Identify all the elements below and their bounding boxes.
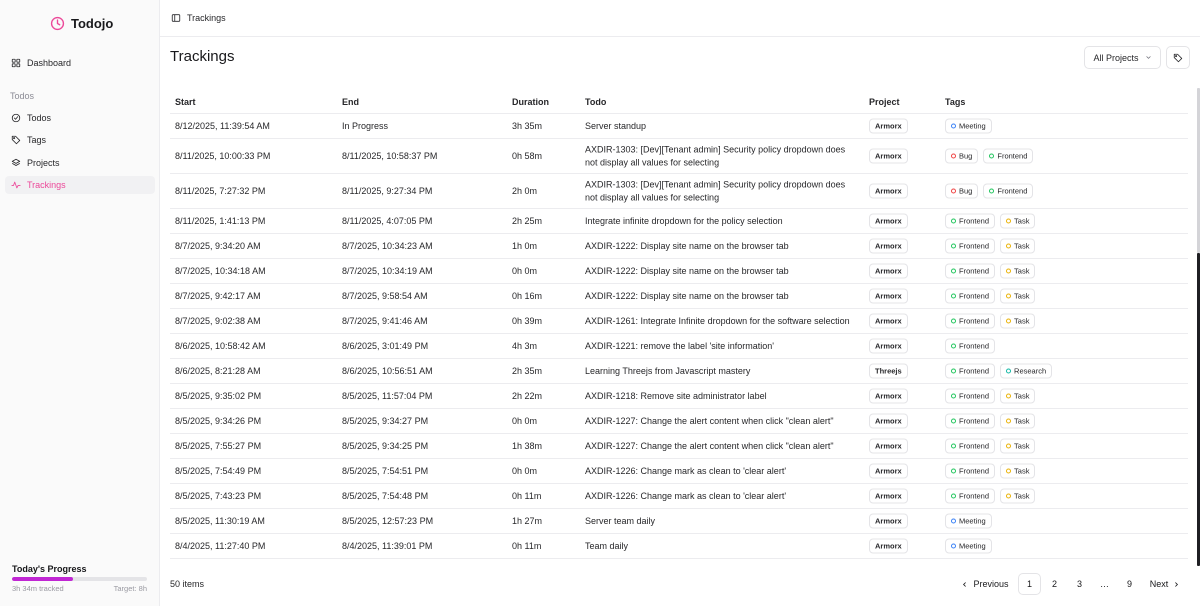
cell-tags — [945, 264, 1035, 279]
cell-end: 8/5/2025, 7:54:51 PM — [342, 466, 429, 476]
cell-todo[interactable]: Integrate infinite dropdown for the policy selection — [585, 215, 783, 226]
cell-duration: 1h 0m — [512, 241, 538, 251]
tag-label: Frontend — [997, 151, 1028, 161]
page-button-1[interactable]: 1 — [1018, 573, 1041, 595]
cell-todo[interactable]: AXDIR-1218: Remove site administrator label — [585, 390, 767, 401]
project-badge: Armorx — [869, 239, 908, 254]
cell-tags — [945, 464, 1035, 479]
cell-start: 8/7/2025, 9:34:20 AM — [175, 241, 261, 251]
items-count: 50 items — [170, 579, 205, 589]
cell-start: 8/5/2025, 7:54:49 PM — [175, 466, 262, 476]
cell-start: 8/7/2025, 9:02:38 AM — [175, 316, 261, 326]
tag-badge — [1000, 414, 1035, 429]
tag-color-icon — [951, 219, 956, 224]
cell-tags — [945, 149, 1033, 164]
cell-tags — [945, 184, 1033, 199]
cell-tags — [945, 214, 1035, 229]
brand[interactable] — [50, 16, 113, 31]
cell-todo[interactable]: AXDIR-1303: [Dev][Tenant admin] Security policy dropdown does not display all values for selecting — [585, 179, 846, 202]
cell-duration: 2h 25m — [512, 216, 543, 226]
tag-label: Task — [1014, 316, 1030, 326]
cell-end: 8/5/2025, 9:34:25 PM — [342, 441, 429, 451]
sidebar-item-label: Tags — [27, 135, 47, 145]
cell-tags — [945, 439, 1035, 454]
tag-badge — [1000, 314, 1035, 329]
table-row[interactable] — [170, 534, 1188, 559]
project-badge: Armorx — [869, 184, 908, 199]
cell-todo[interactable]: AXDIR-1221: remove the label 'site information' — [585, 340, 775, 351]
page-button-3[interactable]: 3 — [1076, 579, 1082, 589]
cell-duration: 3h 35m — [512, 121, 543, 131]
cell-tags — [945, 339, 995, 354]
sidebar-toggle-icon[interactable] — [171, 13, 181, 23]
tag-badge — [945, 264, 995, 279]
table-row[interactable] — [170, 234, 1188, 259]
tag-color-icon — [951, 189, 956, 194]
tag-color-icon — [951, 154, 956, 159]
tag-badge — [945, 539, 992, 554]
cell-end: In Progress — [342, 121, 389, 131]
project-badge: Armorx — [869, 119, 908, 134]
tag-badge — [945, 439, 995, 454]
table-row[interactable] — [170, 509, 1188, 534]
tag-color-icon — [951, 419, 956, 424]
cell-todo[interactable]: AXDIR-1227: Change the alert content when click "clean alert" — [585, 440, 834, 451]
cell-start: 8/7/2025, 9:42:17 AM — [175, 291, 261, 301]
cell-todo[interactable]: AXDIR-1226: Change mark as clean to 'clear alert' — [585, 490, 787, 501]
table-row[interactable] — [170, 259, 1188, 284]
table-body — [170, 114, 1188, 559]
tag-badge — [945, 514, 992, 529]
project-badge: Armorx — [869, 149, 908, 164]
next-page-button[interactable] — [1144, 573, 1186, 595]
tag-label: Task — [1014, 416, 1030, 426]
project-badge: Armorx — [869, 514, 908, 529]
project-filter-value: All Projects — [1093, 52, 1139, 63]
cell-todo[interactable]: Server team daily — [585, 515, 656, 526]
cell-duration: 0h 16m — [512, 291, 543, 301]
app-name: Todojo — [71, 16, 114, 31]
table-row[interactable] — [170, 434, 1188, 459]
tag-badge — [1000, 214, 1035, 229]
table-row[interactable] — [170, 384, 1188, 409]
table-header — [170, 88, 1188, 114]
cell-todo[interactable]: Server standup — [585, 120, 647, 131]
clock-logo-icon — [50, 16, 65, 31]
table-row[interactable] — [170, 139, 1188, 174]
tag-color-icon — [1006, 294, 1011, 299]
tag-badge — [1000, 239, 1035, 254]
cell-end: 8/11/2025, 10:58:37 PM — [342, 151, 438, 161]
tag-badge — [945, 119, 992, 134]
cell-start: 8/5/2025, 11:30:19 AM — [175, 516, 265, 526]
tag-color-icon — [1006, 219, 1011, 224]
tag-color-icon — [951, 444, 956, 449]
progress-track — [12, 577, 147, 581]
cell-end: 8/7/2025, 10:34:19 AM — [342, 266, 433, 276]
cell-start: 8/5/2025, 7:43:23 PM — [175, 491, 262, 501]
tag-label: Task — [1014, 491, 1030, 501]
tag-badge — [945, 214, 995, 229]
tag-color-icon — [951, 269, 956, 274]
table-row[interactable] — [170, 484, 1188, 509]
next-label: Next — [1149, 579, 1169, 589]
tag-label: Frontend — [959, 466, 990, 476]
table-row[interactable] — [170, 409, 1188, 434]
cell-end: 8/5/2025, 12:57:23 PM — [342, 516, 434, 526]
cell-end: 8/7/2025, 9:41:46 AM — [342, 316, 428, 326]
tag-badge — [983, 149, 1033, 164]
table-row[interactable] — [170, 114, 1188, 139]
cell-tags — [945, 364, 1052, 379]
sidebar-item-label: Todos — [27, 113, 52, 123]
sidebar-item-trackings[interactable] — [5, 176, 155, 194]
tag-color-icon — [951, 124, 956, 129]
tag-color-icon — [951, 344, 956, 349]
tag-badge — [945, 489, 995, 504]
page-ellipsis: … — [1100, 579, 1109, 589]
cell-todo[interactable]: AXDIR-1303: [Dev][Tenant admin] Security policy dropdown does not display all values for selecting — [585, 144, 846, 167]
cell-tags — [945, 414, 1035, 429]
tag-badge — [945, 389, 995, 404]
tag-filter-button[interactable] — [1166, 46, 1190, 69]
tag-icon — [11, 135, 21, 145]
cell-tags — [945, 314, 1035, 329]
tag-label: Task — [1014, 266, 1030, 276]
table-row[interactable] — [170, 284, 1188, 309]
table-row[interactable] — [170, 334, 1188, 359]
sidebar-item-todos[interactable] — [5, 109, 155, 127]
tag-color-icon — [951, 319, 956, 324]
sidebar-group-label: Todos — [10, 91, 35, 101]
tag-label: Bug — [959, 186, 973, 196]
project-badge: Armorx — [869, 314, 908, 329]
cell-todo[interactable]: AXDIR-1261: Integrate Infinite dropdown for the software selection — [585, 315, 850, 326]
cell-duration: 2h 22m — [512, 391, 543, 401]
trackings-table — [170, 88, 1188, 566]
cell-end: 8/5/2025, 9:34:27 PM — [342, 416, 429, 426]
tag-badge — [945, 289, 995, 304]
tag-label: Research — [1014, 366, 1047, 376]
tag-color-icon — [951, 519, 956, 524]
cell-start: 8/5/2025, 7:55:27 PM — [175, 441, 262, 451]
tag-label: Frontend — [959, 266, 990, 276]
table-row[interactable] — [170, 359, 1188, 384]
cell-start: 8/5/2025, 9:34:26 PM — [175, 416, 262, 426]
activity-icon — [11, 180, 21, 190]
tag-badge — [945, 339, 995, 354]
cell-duration: 1h 38m — [512, 441, 543, 451]
tag-label: Task — [1014, 466, 1030, 476]
cell-duration: 0h 11m — [512, 541, 542, 551]
sidebar-item-label: Projects — [27, 158, 60, 168]
project-badge: Armorx — [869, 539, 908, 554]
project-badge: Armorx — [869, 214, 908, 229]
tag-label: Frontend — [959, 441, 990, 451]
cell-start: 8/7/2025, 10:34:18 AM — [175, 266, 266, 276]
tag-color-icon — [1006, 319, 1011, 324]
tag-badge — [1000, 389, 1035, 404]
tag-badge — [1000, 464, 1035, 479]
tag-color-icon — [1006, 269, 1011, 274]
cell-duration: 4h 3m — [512, 341, 538, 351]
progress-fill — [12, 577, 73, 581]
project-badge: Armorx — [869, 414, 908, 429]
tag-color-icon — [951, 244, 956, 249]
tag-label: Task — [1014, 441, 1030, 451]
sidebar-item-label: Trackings — [27, 180, 66, 190]
tag-label: Frontend — [959, 416, 990, 426]
tag-label: Frontend — [959, 216, 990, 226]
tag-label: Meeting — [959, 121, 986, 131]
chevron-down-icon — [1145, 54, 1152, 61]
tag-color-icon — [1006, 494, 1011, 499]
cell-tags — [945, 489, 1035, 504]
tag-badge — [1000, 289, 1035, 304]
progress-target: Target: 8h — [113, 584, 147, 593]
cell-todo[interactable]: Learning Threejs from Javascript mastery — [585, 365, 751, 376]
tag-label: Task — [1014, 391, 1030, 401]
tag-badge — [945, 464, 995, 479]
tag-color-icon — [1006, 444, 1011, 449]
tag-label: Task — [1014, 241, 1030, 251]
project-badge: Armorx — [869, 289, 908, 304]
dashboard-icon — [11, 58, 21, 68]
tag-badge — [945, 239, 995, 254]
tag-color-icon — [1006, 419, 1011, 424]
cell-tags — [945, 539, 992, 554]
tag-label: Frontend — [959, 291, 990, 301]
cell-tags — [945, 119, 992, 134]
cell-start: 8/11/2025, 1:41:13 PM — [175, 216, 266, 226]
cell-todo[interactable]: Team daily — [585, 540, 629, 551]
cell-duration: 0h 39m — [512, 316, 543, 326]
cell-start: 8/5/2025, 9:35:02 PM — [175, 391, 262, 401]
check-circle-icon — [11, 113, 21, 123]
tag-label: Task — [1014, 216, 1030, 226]
tag-color-icon — [951, 544, 956, 549]
tag-label: Frontend — [959, 341, 990, 351]
tag-label: Frontend — [959, 241, 990, 251]
tag-badge — [945, 184, 978, 199]
tag-badge — [945, 149, 978, 164]
project-badge: Threejs — [869, 364, 908, 379]
cell-tags — [945, 514, 992, 529]
tag-color-icon — [1006, 469, 1011, 474]
tag-label: Meeting — [959, 516, 986, 526]
cell-todo[interactable]: AXDIR-1227: Change the alert content when click "clean alert" — [585, 415, 834, 426]
sidebar-item-tags[interactable] — [5, 131, 155, 149]
tag-color-icon — [951, 469, 956, 474]
cell-start: 8/6/2025, 10:58:42 AM — [175, 341, 266, 351]
project-badge: Armorx — [869, 439, 908, 454]
cell-end: 8/5/2025, 7:54:48 PM — [342, 491, 429, 501]
cell-tags — [945, 289, 1035, 304]
tag-badge — [1000, 489, 1035, 504]
project-badge: Armorx — [869, 339, 908, 354]
tag-label: Frontend — [959, 491, 990, 501]
tag-icon — [1173, 53, 1183, 63]
cell-end: 8/6/2025, 10:56:51 AM — [342, 366, 433, 376]
chevron-left-icon — [961, 581, 968, 588]
cell-tags — [945, 389, 1035, 404]
cell-start: 8/12/2025, 11:39:54 AM — [175, 121, 270, 131]
tag-badge — [945, 314, 995, 329]
cell-duration: 2h 35m — [512, 366, 543, 376]
cell-duration: 0h 0m — [512, 266, 538, 276]
project-filter-select[interactable] — [1084, 46, 1161, 69]
tag-label: Frontend — [959, 316, 990, 326]
project-badge: Armorx — [869, 264, 908, 279]
cell-duration: 0h 0m — [512, 466, 538, 476]
tag-badge — [945, 414, 995, 429]
tag-color-icon — [951, 394, 956, 399]
cell-end: 8/6/2025, 3:01:49 PM — [342, 341, 429, 351]
progress-tracked: 3h 34m tracked — [12, 584, 64, 593]
cell-start: 8/11/2025, 7:27:32 PM — [175, 186, 266, 196]
cell-end: 8/7/2025, 10:34:23 AM — [342, 241, 433, 251]
page-button-9[interactable]: 9 — [1126, 579, 1132, 589]
tag-color-icon — [951, 494, 956, 499]
cell-duration: 0h 11m — [512, 491, 542, 501]
cell-start: 8/4/2025, 11:27:40 PM — [175, 541, 266, 551]
column-header-end[interactable]: End — [342, 97, 359, 107]
page-title: Trackings — [170, 48, 235, 65]
tag-color-icon — [951, 294, 956, 299]
tag-color-icon — [1006, 394, 1011, 399]
tag-color-icon — [1006, 244, 1011, 249]
sidebar — [0, 0, 160, 606]
tag-label: Frontend — [959, 391, 990, 401]
cell-todo[interactable]: AXDIR-1222: Display site name on the browser tab — [585, 240, 789, 251]
tag-label: Task — [1014, 291, 1030, 301]
tag-color-icon — [989, 154, 994, 159]
cell-end: 8/11/2025, 9:27:34 PM — [342, 186, 433, 196]
cell-end: 8/7/2025, 9:58:54 AM — [342, 291, 428, 301]
tag-label: Frontend — [959, 366, 990, 376]
cell-duration: 0h 0m — [512, 416, 538, 426]
cell-todo[interactable]: AXDIR-1222: Display site name on the browser tab — [585, 265, 789, 276]
cell-duration: 0h 58m — [512, 151, 543, 161]
tag-label: Frontend — [997, 186, 1028, 196]
cell-start: 8/11/2025, 10:00:33 PM — [175, 151, 271, 161]
tag-badge — [1000, 439, 1035, 454]
tag-label: Bug — [959, 151, 973, 161]
tag-color-icon — [1006, 369, 1011, 374]
todays-progress — [12, 564, 147, 593]
cell-end: 8/4/2025, 11:39:01 PM — [342, 541, 433, 551]
sidebar-item-projects[interactable] — [5, 154, 155, 172]
cell-duration: 1h 27m — [512, 516, 543, 526]
chevron-right-icon — [1173, 581, 1180, 588]
progress-title: Today's Progress — [12, 564, 87, 574]
cell-tags — [945, 239, 1035, 254]
tag-badge — [1000, 264, 1035, 279]
cell-duration: 2h 0m — [512, 186, 538, 196]
column-header-todo[interactable]: Todo — [585, 97, 607, 107]
previous-label: Previous — [973, 579, 1009, 589]
page-button-2[interactable]: 2 — [1051, 579, 1057, 589]
tag-label: Meeting — [959, 541, 986, 551]
tag-badge — [983, 184, 1033, 199]
project-badge: Armorx — [869, 489, 908, 504]
sidebar-item-dashboard[interactable] — [5, 54, 155, 72]
cell-start: 8/6/2025, 8:21:28 AM — [175, 366, 261, 376]
sidebar-item-label: Dashboard — [27, 58, 72, 68]
table-row[interactable] — [170, 309, 1188, 334]
project-badge: Armorx — [869, 389, 908, 404]
cell-todo[interactable]: AXDIR-1222: Display site name on the browser tab — [585, 290, 789, 301]
table-row[interactable] — [170, 174, 1188, 209]
table-row[interactable] — [170, 209, 1188, 234]
project-badge: Armorx — [869, 464, 908, 479]
column-header-tags[interactable]: Tags — [945, 97, 966, 107]
column-header-start[interactable]: Start — [175, 97, 196, 107]
cell-todo[interactable]: AXDIR-1226: Change mark as clean to 'clear alert' — [585, 465, 787, 476]
cell-end: 8/11/2025, 4:07:05 PM — [342, 216, 433, 226]
layers-icon — [11, 158, 21, 168]
column-header-project[interactable]: Project — [869, 97, 900, 107]
breadcrumb: Trackings — [187, 13, 226, 23]
previous-page-button[interactable] — [955, 573, 1015, 595]
tag-badge — [1000, 364, 1052, 379]
column-header-duration[interactable]: Duration — [512, 97, 549, 107]
tag-badge — [945, 364, 995, 379]
table-row[interactable] — [170, 459, 1188, 484]
topbar — [160, 0, 1200, 37]
tag-color-icon — [989, 189, 994, 194]
cell-end: 8/5/2025, 11:57:04 PM — [342, 391, 433, 401]
tag-color-icon — [951, 369, 956, 374]
